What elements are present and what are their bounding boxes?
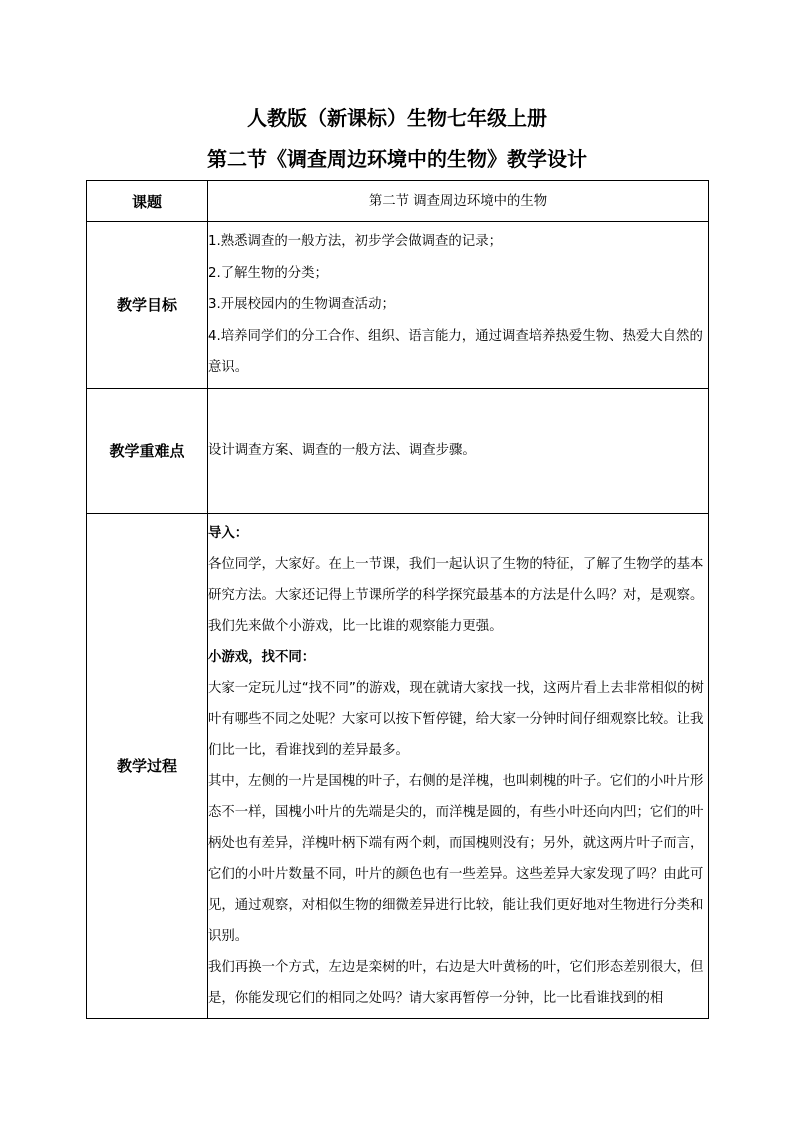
table-row-process (87, 513, 709, 1018)
document-title: 人教版（新课标）生物七年级上册 (247, 106, 547, 130)
topic-text: 第二节 调查周边环境中的生物 (368, 193, 548, 209)
row-label-objectives: 教学目标 (87, 222, 208, 389)
topic-value (208, 181, 709, 222)
table-row-topic (87, 181, 709, 222)
table-row-objectives (87, 222, 709, 389)
lesson-plan-table (86, 180, 709, 1019)
table-row-key-points (87, 388, 709, 513)
paragraph: 各位同学，大家好。在上一节课，我们一起认识了生物的特征，了解了生物学的基本研究方法。大家还记得上节课所学的科学探究最基本的方法是什么吗？对，是观察。我们先来做个小游戏，比一比谁的观察能力更强。 (208, 556, 704, 634)
objective-item: 1.熟悉调查的一般方法，初步学会做调查的记录； (208, 234, 502, 249)
process-content (208, 513, 709, 1018)
paragraph: 我们再换一个方式，左边是栾树的叶，右边是大叶黄杨的叶，它们形态差别很大，但是，你能发现它们的相同之处吗？请大家再暂停一分钟，比一比看谁找到的相 (208, 959, 704, 1006)
paragraph: 其中，左侧的一片是国槐的叶子，右侧的是洋槐，也叫刺槐的叶子。它们的小叶片形态不一样，国槐小叶片的先端是尖的，而洋槐是圆的，有些小叶还向内凹；它们的叶柄处也有差异，洋槐叶柄下端有两个刺，而国槐则没有；另外，就这两片叶子而言，它们的小叶片数量不同，叶片的颜色也有一些差异。这些差异大家发现了吗？由此可见，通过观察，对相似生物的细微差异进行比较，能让我们更好地对生物进行分类和识别。 (208, 773, 704, 944)
objective-item: 4.培养同学们的分工合作、组织、语言能力，通过调查培养热爱生物、热爱大自然的意识。 (208, 328, 703, 375)
row-label-topic: 课题 (87, 181, 208, 222)
row-label-key-points: 教学重难点 (87, 388, 208, 513)
paragraph: 大家一定玩儿过“找不同”的游戏，现在就请大家找一找，这两片看上去非常相似的树叶有哪些不同之处呢？大家可以按下暂停键，给大家一分钟时间仔细观察比较。让我们比一比，看谁找到的差异最多。 (208, 680, 704, 758)
objectives-list (208, 222, 709, 389)
section-heading-game: 小游戏，找不同： (208, 649, 316, 665)
objective-item: 3.开展校园内的生物调查活动； (208, 297, 395, 312)
document-subtitle: 第二节《调查周边环境中的生物》教学设计 (207, 147, 587, 171)
key-points-value (208, 388, 709, 513)
key-points-text: 设计调查方案、调查的一般方法、调查步骤。 (208, 443, 476, 458)
row-label-process: 教学过程 (87, 513, 208, 1018)
section-heading-intro: 导入： (208, 525, 249, 541)
objective-item: 2.了解生物的分类； (208, 265, 328, 281)
